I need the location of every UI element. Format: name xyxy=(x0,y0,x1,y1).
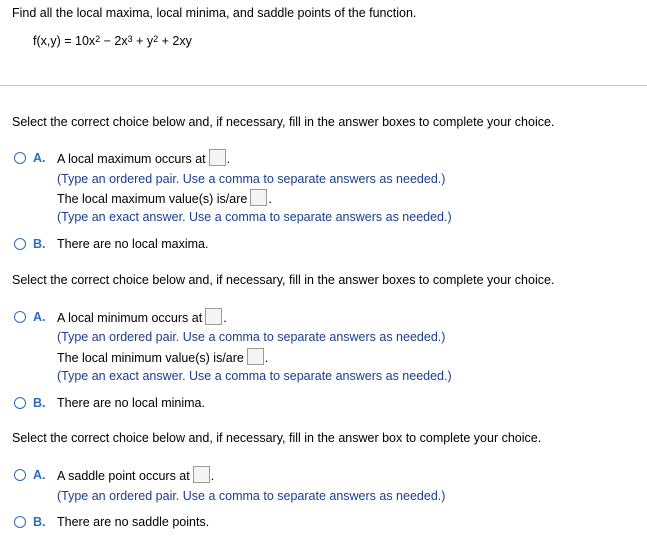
choice-letter: B. xyxy=(33,237,46,251)
choice-text: There are no saddle points. xyxy=(57,515,210,529)
saddle-option-b-radio[interactable] xyxy=(14,516,26,528)
choice-letter: A. xyxy=(33,468,46,482)
formula-part: f(x,y) = 10x xyxy=(33,34,96,48)
formula-part: + y xyxy=(132,34,154,48)
formula-exponent: 2 xyxy=(95,34,101,44)
choice-text: There are no local minima. xyxy=(57,396,205,410)
maxima-option-a[interactable] xyxy=(14,151,634,169)
choice-letter: A. xyxy=(33,310,46,324)
minima-value-input[interactable] xyxy=(247,348,264,365)
saddle-option-a[interactable] xyxy=(14,468,634,486)
maxima-hint-exact: (Type an exact answer. Use a comma to separate answers as needed.) xyxy=(57,210,452,224)
saddle-option-a-label: A saddle point occurs at . xyxy=(57,468,214,485)
minima-point-input[interactable] xyxy=(205,308,222,325)
formula-part: + 2xy xyxy=(158,34,192,48)
choice-letter: B. xyxy=(33,396,46,410)
minima-option-b-radio[interactable] xyxy=(14,397,26,409)
minima-option-a-radio[interactable] xyxy=(14,311,26,323)
section-divider xyxy=(0,85,647,86)
maxima-value-row: The local maximum value(s) is/are . xyxy=(57,191,272,208)
maxima-instruction: Select the correct choice below and, if necessary, fill in the answer boxes to complete your choice. xyxy=(12,115,555,129)
function-formula xyxy=(33,34,192,48)
maxima-option-a-label: A local maximum occurs at . xyxy=(57,151,230,168)
maxima-point-input[interactable] xyxy=(209,149,226,166)
minima-option-a-label: A local minimum occurs at . xyxy=(57,310,227,327)
minima-value-row: The local minimum value(s) is/are . xyxy=(57,350,268,367)
formula-exponent: 2 xyxy=(153,34,159,44)
maxima-value-label: The local maximum value(s) is/are xyxy=(57,191,248,206)
saddle-option-b[interactable] xyxy=(14,515,634,533)
maxima-hint-ordered-pair: (Type an ordered pair. Use a comma to separate answers as needed.) xyxy=(57,172,446,186)
choice-text: A saddle point occurs at xyxy=(57,468,190,483)
saddle-point-input[interactable] xyxy=(193,466,210,483)
saddle-hint-ordered-pair: (Type an ordered pair. Use a comma to separate answers as needed.) xyxy=(57,489,446,503)
maxima-option-b[interactable] xyxy=(14,237,634,255)
minima-option-a[interactable] xyxy=(14,310,634,328)
choice-text: A local maximum occurs at xyxy=(57,151,206,166)
minima-hint-ordered-pair: (Type an ordered pair. Use a comma to separate answers as needed.) xyxy=(57,330,446,344)
saddle-option-a-radio[interactable] xyxy=(14,469,26,481)
minima-hint-exact: (Type an exact answer. Use a comma to separate answers as needed.) xyxy=(57,369,452,383)
formula-exponent: 3 xyxy=(127,34,133,44)
maxima-value-input[interactable] xyxy=(250,189,267,206)
choice-letter: A. xyxy=(33,151,46,165)
formula-part: − 2x xyxy=(100,34,128,48)
question-prompt: Find all the local maxima, local minima, and saddle points of the function. xyxy=(12,6,417,20)
choice-text: There are no local maxima. xyxy=(57,237,209,251)
maxima-option-a-radio[interactable] xyxy=(14,152,26,164)
saddle-instruction: Select the correct choice below and, if necessary, fill in the answer box to complete your choice. xyxy=(12,431,542,445)
minima-instruction: Select the correct choice below and, if necessary, fill in the answer boxes to complete your choice. xyxy=(12,273,555,287)
maxima-option-b-radio[interactable] xyxy=(14,238,26,250)
choice-text: A local minimum occurs at xyxy=(57,310,203,325)
minima-value-label: The local minimum value(s) is/are xyxy=(57,350,244,365)
choice-letter: B. xyxy=(33,515,46,529)
minima-option-b[interactable] xyxy=(14,396,634,414)
